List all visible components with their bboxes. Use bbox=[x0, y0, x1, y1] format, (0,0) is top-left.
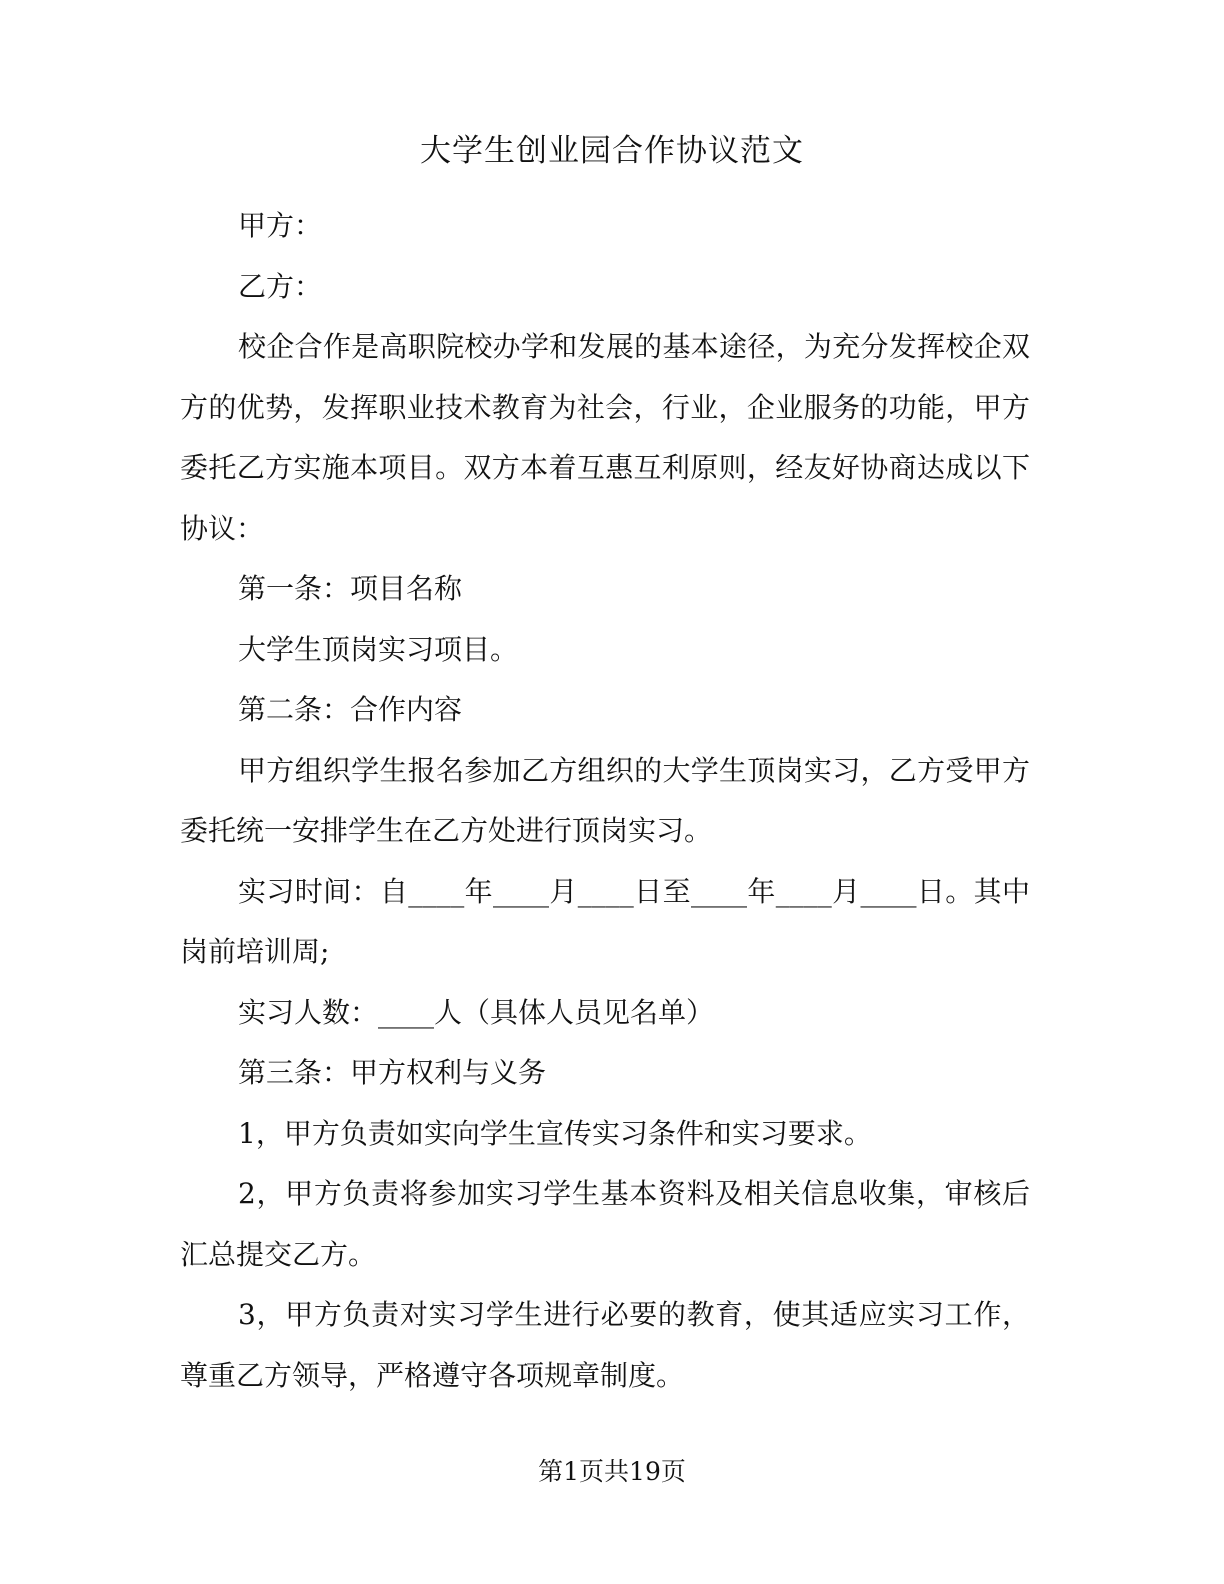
article-1-content: 大学生顶岗实习项目。 bbox=[238, 632, 519, 666]
document-body bbox=[180, 196, 1030, 1406]
internship-count-line: 实习人数：____人（具体人员见名单） bbox=[238, 995, 715, 1029]
article-1-heading: 第一条：项目名称 bbox=[238, 572, 463, 605]
page-number-footer: 第1页共19页 bbox=[538, 1457, 686, 1486]
article-2-content: 甲方组织学生报名参加乙方组织的大学生顶岗实习，乙方受甲方委托统一安排学生在乙方处进行顶岗实习。 bbox=[180, 753, 1030, 847]
party-a-line: 甲方： bbox=[238, 209, 323, 242]
article-3-item-2: 2，甲方负责将参加实习学生基本资料及相关信息收集，审核后汇总提交乙方。 bbox=[180, 1177, 1030, 1271]
preamble-paragraph: 校企合作是高职院校办学和发展的基本途径，为充分发挥校企双方的优势，发挥职业技术教育为社会，行业，企业服务的功能，甲方委托乙方实施本项目。双方本着互惠互利原则，经友好协商达成以下协议： bbox=[180, 330, 1030, 545]
document-title: 大学生创业园合作协议范文 bbox=[420, 133, 804, 169]
article-3-heading: 第三条：甲方权利与义务 bbox=[238, 1056, 547, 1089]
party-b-line: 乙方： bbox=[238, 269, 323, 303]
article-3-item-3: 3，甲方负责对实习学生进行必要的教育，使其适应实习工作，尊重乙方领导，严格遵守各项规章制度。 bbox=[180, 1298, 1030, 1392]
internship-period-line: 实习时间：自____年____月____日至____年____月____日。其中岗前培训周; bbox=[180, 874, 1030, 968]
article-3-item-1: 1，甲方负责如实向学生宣传实习条件和实习要求。 bbox=[238, 1116, 872, 1150]
article-2-heading: 第二条：合作内容 bbox=[238, 693, 463, 726]
